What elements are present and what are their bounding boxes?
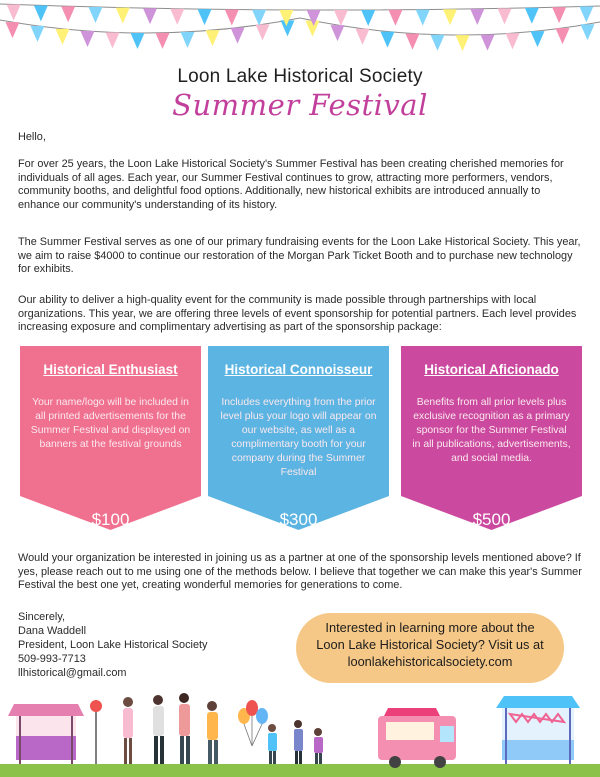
bunting-flag bbox=[406, 34, 420, 50]
greeting: Hello, bbox=[18, 131, 46, 143]
bunting-flag bbox=[556, 28, 570, 44]
bunting-flag bbox=[331, 25, 345, 41]
organization-name: Loon Lake Historical Society bbox=[177, 66, 423, 87]
bunting-flag bbox=[581, 24, 595, 40]
bunting-flag bbox=[481, 35, 495, 51]
family-icon bbox=[268, 720, 323, 764]
bunting-flag bbox=[552, 7, 566, 23]
food-truck-icon bbox=[378, 708, 456, 768]
tier-title: Historical Enthusiast bbox=[43, 362, 178, 377]
event-title: Summer Festival bbox=[172, 88, 428, 122]
bunting-flag bbox=[31, 26, 45, 42]
bunting-flag bbox=[361, 10, 375, 26]
paragraph-sponsorship: Our ability to deliver a high-quality event for the community is made possible through partnerships with local organizations. This year, we are offering three levels of event sponsorship for potential partners. Each level provides increasing exposure and complimentary advertising as part of the sponsorship package: bbox=[18, 294, 577, 333]
paragraph-fundraising: The Summer Festival serves as one of our primary fundraising events for the Loon Lake Historical Society. This year, we aim to raise $4000 to continue our restoration of the Morgan Park Ticket Booth and to purchase new technology for exhibits. bbox=[18, 236, 581, 275]
bunting-flag bbox=[498, 8, 512, 24]
bunting-flag bbox=[106, 32, 120, 48]
bunting-flag bbox=[388, 10, 402, 26]
signer-title: President, Loon Lake Historical Society bbox=[18, 639, 208, 652]
bunting-flag bbox=[381, 32, 395, 48]
bunting-flag bbox=[181, 32, 195, 48]
bunting-flag bbox=[525, 8, 539, 24]
game-booth-icon bbox=[496, 696, 580, 764]
bunting-flag bbox=[198, 9, 212, 25]
bunting-flag bbox=[143, 8, 157, 24]
bunting-flag bbox=[416, 10, 430, 26]
paragraph-invitation: Would your organization be interested in joining us as a partner at one of the sponsorship levels mentioned above? If yes, please reach out to me using one of the methods below. I believe that together we can make this year's Summer Festival the best one yet, creating wonderful memories for generations to come. bbox=[18, 552, 582, 591]
festival-illustration bbox=[0, 686, 600, 777]
bunting-flag bbox=[470, 9, 484, 25]
tier-card-enthusiast bbox=[20, 346, 201, 530]
bunting-flag bbox=[116, 8, 130, 24]
bunting-flag bbox=[225, 10, 239, 26]
tier-price: $500 bbox=[472, 510, 511, 529]
bunting-flag bbox=[56, 29, 70, 45]
bunting-flag bbox=[7, 4, 21, 20]
bunting-flag bbox=[506, 33, 520, 49]
bunting-flag bbox=[356, 29, 370, 45]
signer-name: Dana Waddell bbox=[18, 625, 87, 638]
tier-description: Includes everything from the prior level plus your logo will appear on our website, as well as a complimentary booth for your company during the Summer Festival bbox=[220, 397, 377, 478]
callout-line: Interested in learning more about the bbox=[325, 620, 535, 635]
bunting-flag bbox=[81, 31, 95, 47]
bunting-flag bbox=[6, 22, 20, 38]
bunting-flag bbox=[443, 9, 457, 25]
balloons-icon bbox=[238, 700, 268, 746]
tier-price: $300 bbox=[279, 510, 318, 529]
bunting-flag bbox=[156, 33, 170, 49]
website-link[interactable]: loonlakehistoricalsociety.com bbox=[347, 654, 513, 669]
website-callout bbox=[296, 613, 564, 683]
bunting-flag bbox=[531, 31, 545, 47]
tier-card-aficionado bbox=[401, 346, 582, 530]
tier-description: Your name/logo will be included in all printed advertisements for the Summer Festival and displayed on banners at the festival grounds bbox=[30, 397, 191, 450]
signature-block bbox=[18, 610, 207, 680]
bunting-flag bbox=[170, 9, 184, 25]
paragraph-history: For over 25 years, the Loon Lake Historical Society's Summer Festival has been creating cherished memories for individuals of all ages. Each year, our Summer Festival continues to grow, attracting more performers, vendors, community booths, and delightful food options. Additionally, new historical exhibits are introduced annually to enhance our community's understanding of its history. bbox=[18, 158, 564, 211]
callout-line: Loon Lake Historical Society? Visit us at bbox=[316, 637, 544, 652]
tier-description: Benefits from all prior levels plus exclusive recognition as a primary sponsor for the Summer Festival in all publications, advertisements, and social media. bbox=[412, 397, 571, 464]
bunting-flag bbox=[61, 6, 75, 22]
tier-title: Historical Connoisseur bbox=[224, 362, 373, 377]
bunting-flag bbox=[334, 10, 348, 26]
vendor-booth-icon bbox=[8, 700, 102, 764]
bunting-flag bbox=[456, 35, 470, 51]
bunting-decoration bbox=[0, 0, 600, 70]
tier-title: Historical Aficionado bbox=[424, 362, 559, 377]
bunting-flag bbox=[34, 5, 48, 21]
bunting-flag bbox=[231, 28, 245, 44]
tier-card-connoisseur bbox=[208, 346, 389, 530]
email-address: llhistorical@gmail.com bbox=[18, 667, 127, 680]
bunting-flag bbox=[131, 33, 145, 49]
bunting-flag bbox=[206, 30, 220, 46]
bunting-flag bbox=[252, 10, 266, 26]
grass bbox=[0, 764, 600, 777]
phone-number: 509-993-7713 bbox=[18, 653, 86, 666]
closing: Sincerely, bbox=[18, 611, 66, 623]
bunting-flag bbox=[431, 35, 445, 51]
bunting-flag bbox=[88, 7, 102, 23]
bunting-flag bbox=[579, 6, 593, 22]
festival-people-icon bbox=[123, 693, 218, 764]
bunting-flag bbox=[256, 24, 270, 40]
tier-price: $100 bbox=[91, 510, 130, 529]
